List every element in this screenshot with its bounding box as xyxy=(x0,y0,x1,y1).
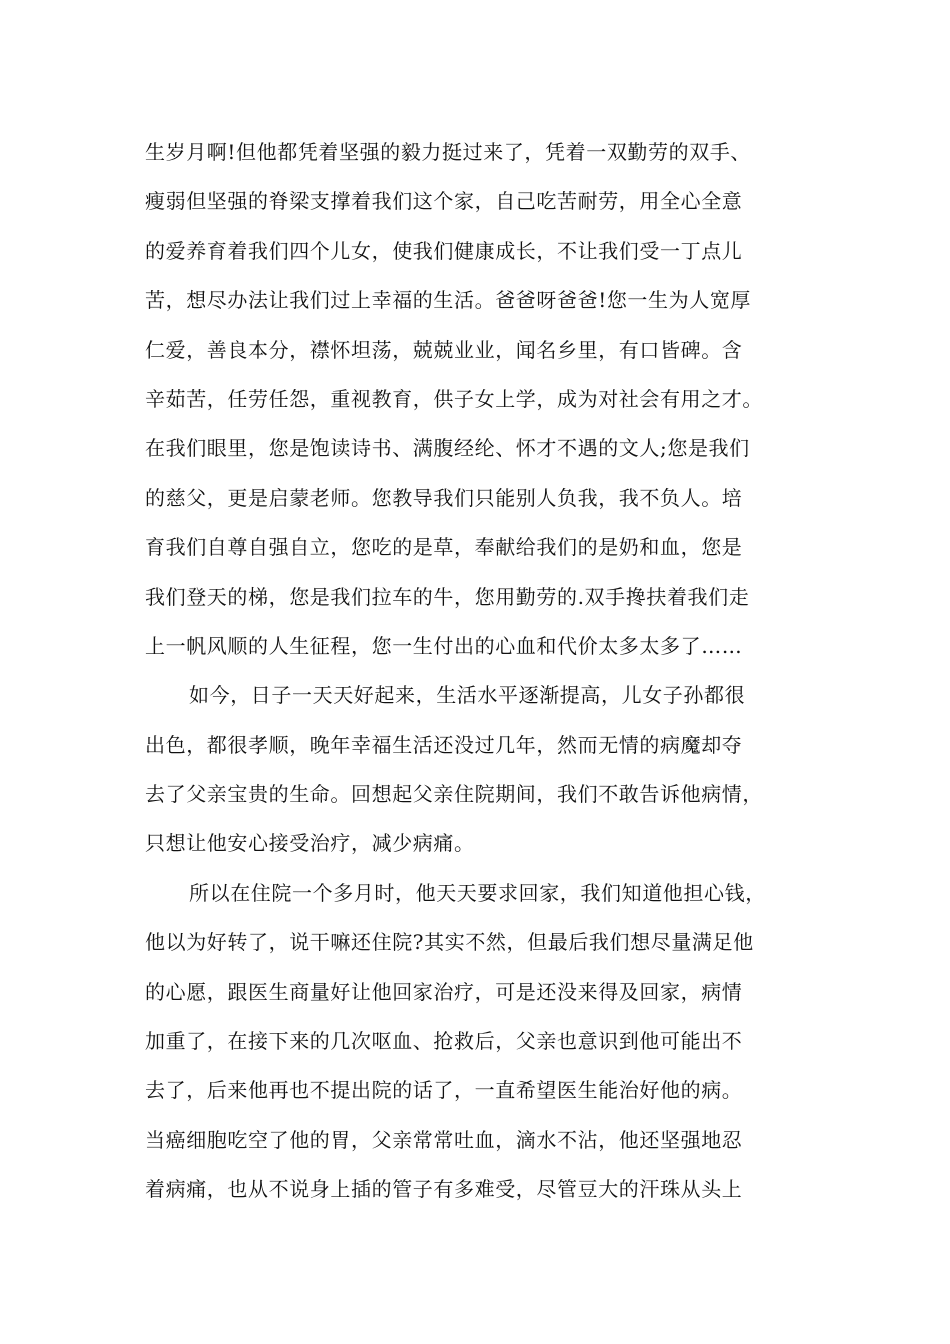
text-line: 当癌细胞吃空了他的胃，父亲常常吐血，滴水不沾，他还坚强地忍 xyxy=(145,1127,743,1152)
text-line: 在我们眼里，您是饱读诗书、满腹经纶、怀才不遇的文人;您是我们 xyxy=(145,436,750,461)
text-line: 出色，都很孝顺，晚年幸福生活还没过几年，然而无情的病魔却夺 xyxy=(145,732,743,757)
text-line: 辛茹苦，任劳任怨，重视教育，供子女上学，成为对社会有用之才。 xyxy=(145,386,763,411)
text-line: 他以为好转了，说干嘛还住院?其实不然，但最后我们想尽量满足他 xyxy=(145,930,754,955)
text-line: 去了父亲宝贵的生命。回想起父亲住院期间，我们不敢告诉他病情， xyxy=(145,782,763,807)
text-line: 仁爱，善良本分，襟怀坦荡，兢兢业业，闻名乡里，有口皆碑。含 xyxy=(145,337,743,362)
text-line: 的慈父，更是启蒙老师。您教导我们只能别人负我，我不负人。培 xyxy=(145,485,743,510)
text-line: 育我们自尊自强自立，您吃的是草，奉献给我们的是奶和血，您是 xyxy=(145,535,743,560)
text-line: 生岁月啊!但他都凭着坚强的毅力挺过来了，凭着一双勤劳的双手、 xyxy=(145,140,752,164)
text-line: 的爱养育着我们四个儿女，使我们健康成长，不让我们受一丁点儿 xyxy=(145,238,743,263)
text-line: 苦，想尽办法让我们过上幸福的生活。爸爸呀爸爸!您一生为人宽厚 xyxy=(145,288,752,313)
text-line: 着病痛，也从不说身上插的管子有多难受，尽管豆大的汗珠从头上 xyxy=(145,1177,743,1202)
document-body xyxy=(145,128,815,1215)
text-line: 瘦弱但坚强的脊梁支撑着我们这个家，自己吃苦耐劳，用全心全意 xyxy=(145,189,743,214)
paragraph-start-line: 如今，日子一天天好起来，生活水平逐渐提高，儿女子孙都很 xyxy=(189,683,746,708)
text-line: 去了，后来他再也不提出院的话了，一直希望医生能治好他的病。 xyxy=(145,1078,743,1103)
text-line: 的心愿，跟医生商量好让他回家治疗，可是还没来得及回家，病情 xyxy=(145,979,743,1004)
text-line: 加重了，在接下来的几次呕血、抢救后，父亲也意识到他可能出不 xyxy=(145,1029,743,1054)
text-line: 我们登天的梯，您是我们拉车的牛，您用勤劳的.双手搀扶着我们走 xyxy=(145,584,750,609)
text-line: 上一帆风顺的人生征程，您一生付出的心血和代价太多太多了…… xyxy=(145,633,743,658)
text-line: 只想让他安心接受治疗，减少病痛。 xyxy=(145,831,475,856)
paragraph-start-line: 所以在住院一个多月时，他天天要求回家，我们知道他担心钱， xyxy=(189,880,766,905)
